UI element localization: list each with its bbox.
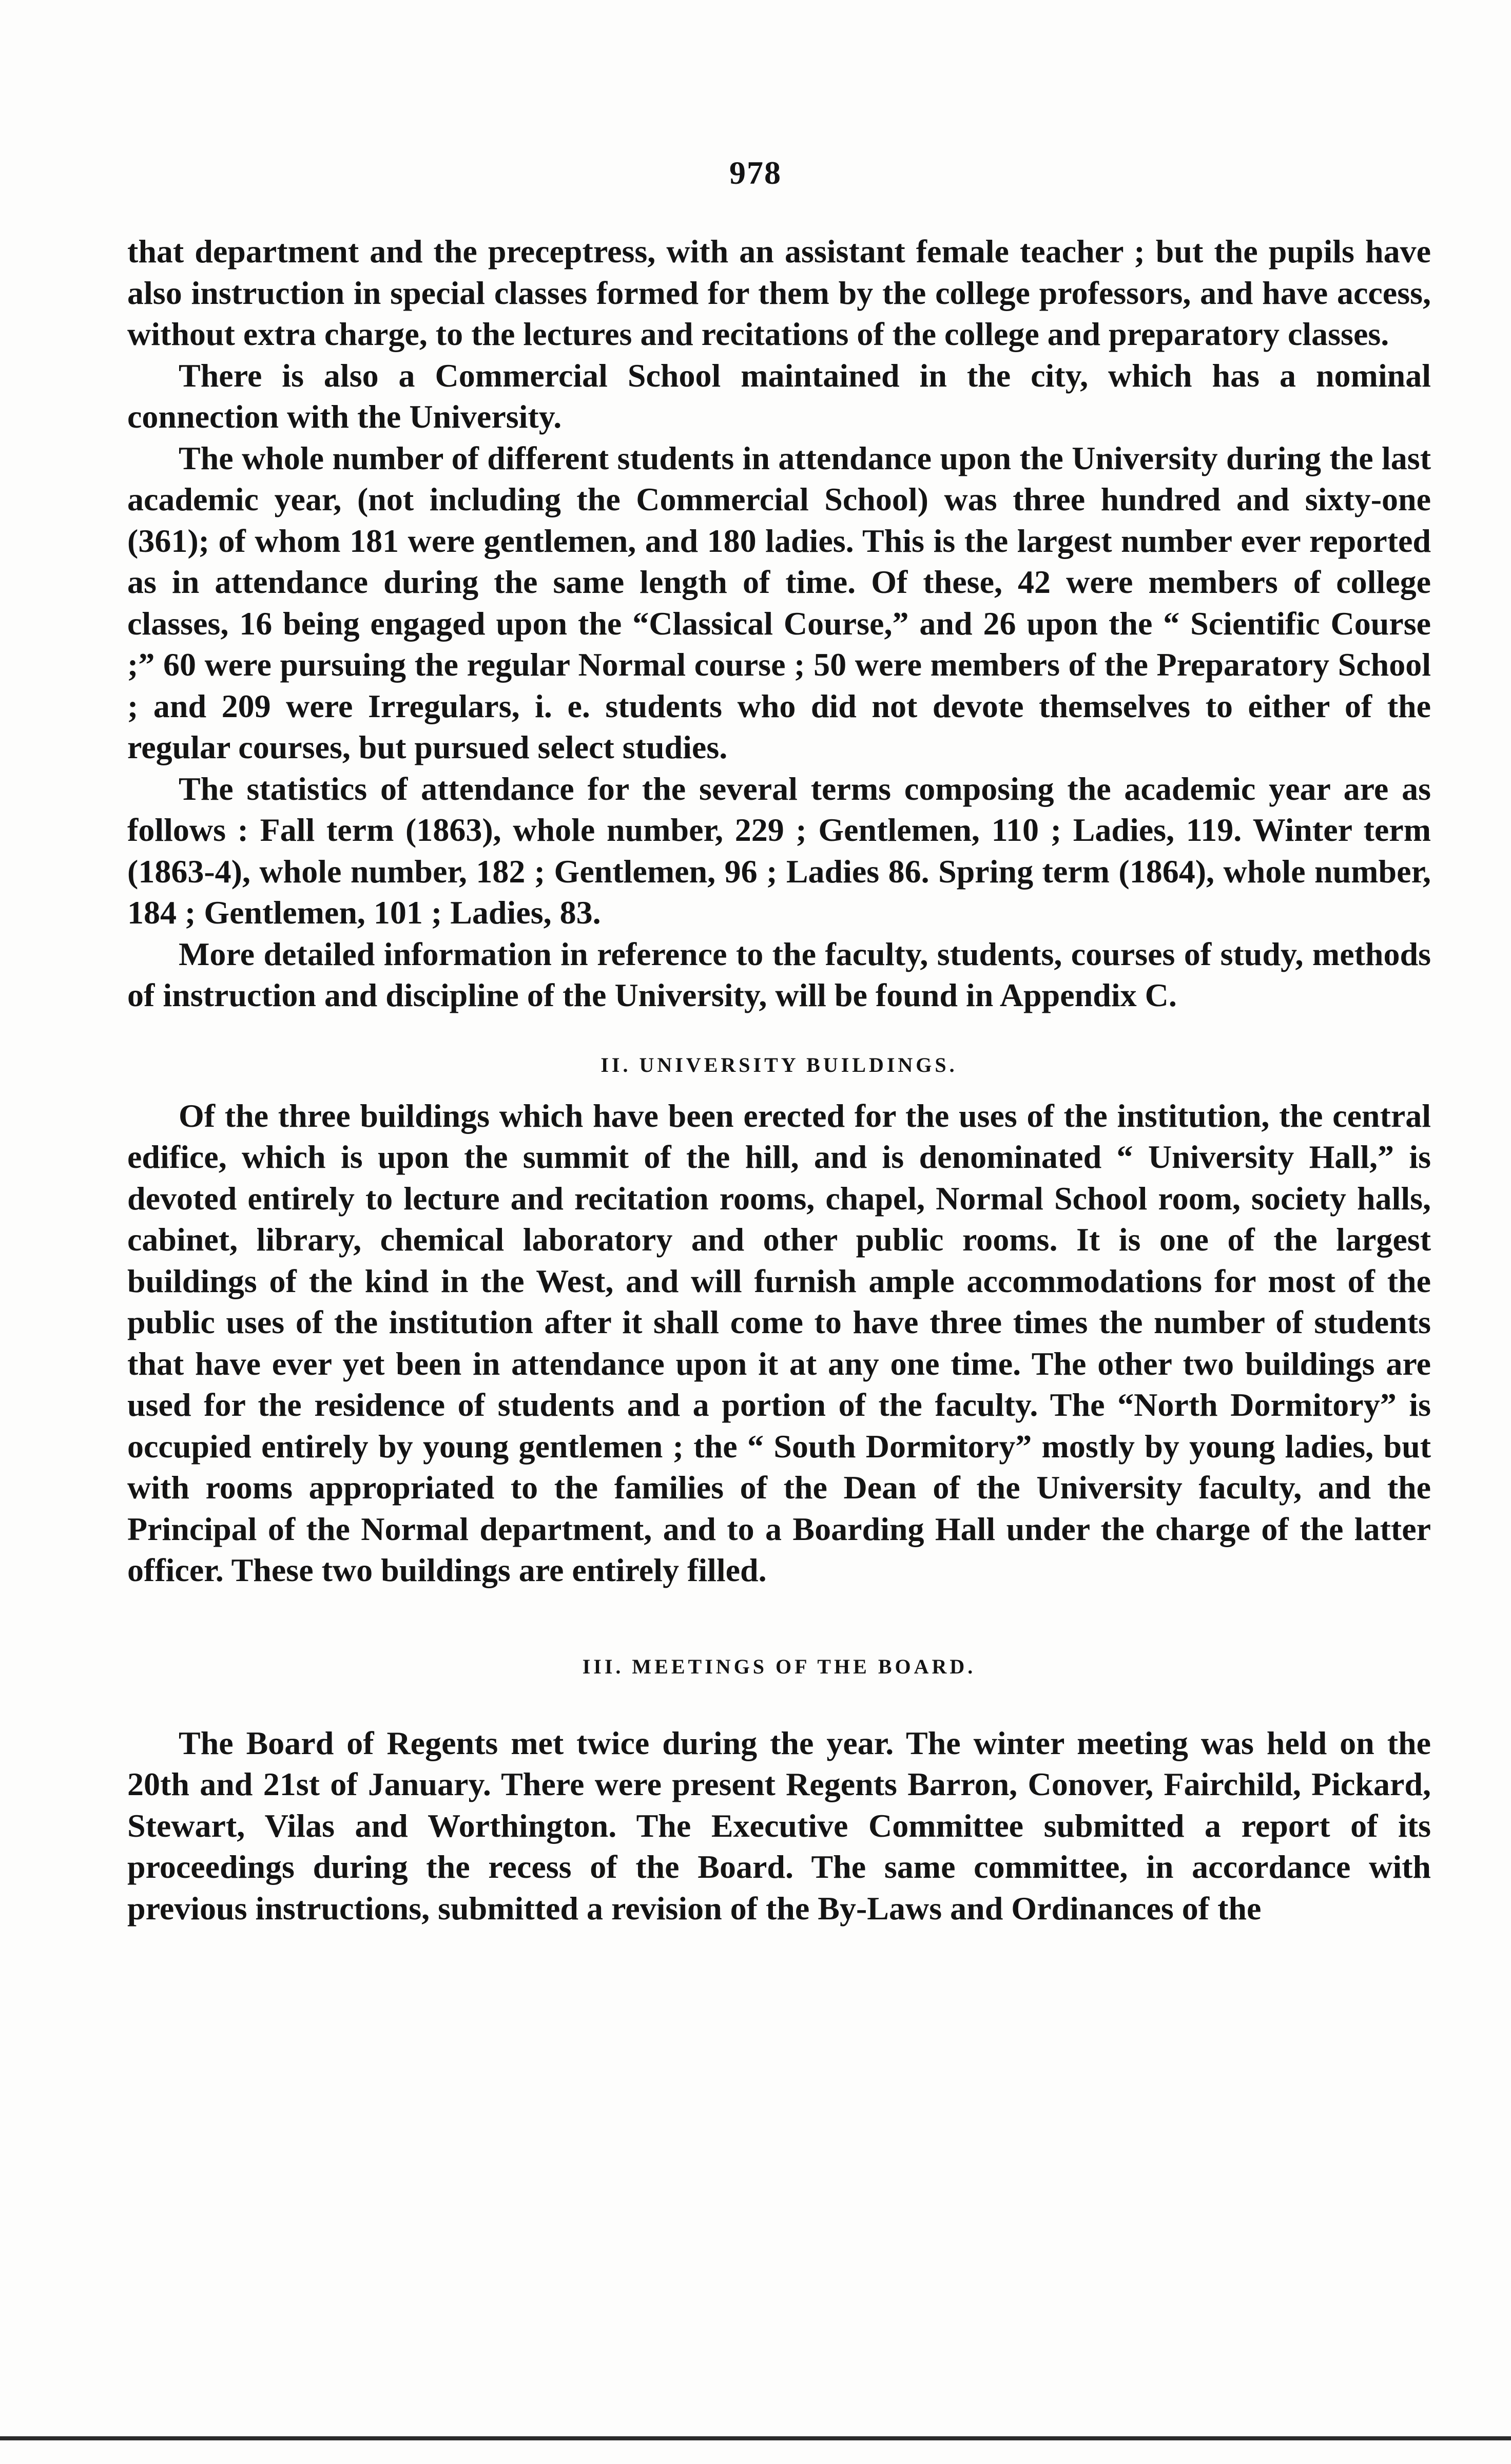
page-number: 978 xyxy=(729,155,782,191)
page-bottom-border xyxy=(0,2436,1511,2440)
page-body xyxy=(127,231,1431,1929)
paragraph-commercial-school: There is also a Commercial School maintained in the city, which has a nominal connection with the University. xyxy=(127,357,1431,435)
section-heading-meetings-of-board: III. MEETINGS OF THE BOARD. xyxy=(582,1654,976,1678)
paragraph-appendix-reference: More detailed information in reference to the faculty, students, courses of study, methods of instruction and discipline of the University, will be found in Appendix C. xyxy=(127,935,1431,1013)
section-heading-university-buildings: II. UNIVERSITY BUILDINGS. xyxy=(600,1053,958,1076)
paragraph-board-meetings: The Board of Regents met twice during the year. The winter meeting was held on the 20th and 21st of January. There were present Regents Barron, Conover, Fairchild, Pickard, Stewart, Vilas and Worthington. The Executive Committee submitted a report of its proceedings during the recess of the Board. The same committee, in accordance with previous instructions, submitted a revision of the By-Laws and Ordinances of the xyxy=(127,1724,1431,1927)
paragraph-university-buildings: Of the three buildings which have been erected for the uses of the institution, the central edifice, which is upon the summit of the hill, and is denominated “ University Hall,” is devoted entirely to lecture and recitation rooms, chapel, Normal School room, society halls, cabinet, library, chemical laboratory and other public rooms. It is one of the largest buildings of the kind in the West, and will furnish ample accommodations for most of the public uses of the institution after it shall come to have three times the number of students that have ever yet been in attendance upon it at any one time. The other two buildings are used for the residence of students and a portion of the faculty. The “North Dormitory” is occupied entirely by young gentlemen ; the “ South Dormitory” mostly by young ladies, but with rooms appropriated to the families of the Dean of the University faculty, and the Principal of the Normal department, and to a Boarding Hall under the charge of the latter officer. These two buildings are entirely filled. xyxy=(127,1097,1431,1588)
paragraph-preceptress: that department and the preceptress, with an assistant female teacher ; but the pupils have also instruction in special classes formed for them by the college professors, and have access, without extra charge, to the lectures and recitations of the college and preparatory classes. xyxy=(127,233,1431,352)
paragraph-student-numbers: The whole number of different students in attendance upon the University during the last academic year, (not including the Commercial School) was three hundred and sixty-one (361); of whom 181 were gentlemen, and 180 ladies. This is the largest number ever reported as in attendance during the same length of time. Of these, 42 were members of college classes, 16 being engaged upon the “Classical Course,” and 26 upon the “ Scientific Course ;” 60 were pursuing the regular Normal course ; 50 were members of the Preparatory School ; and 209 were Irregulars, i. e. students who did not devote themselves to either of the regular courses, but pursued select studies. xyxy=(127,439,1431,765)
paragraph-attendance-statistics: The statistics of attendance for the several terms composing the academic year are as follows : Fall term (1863), whole number, 229 ; Gentlemen, 110 ; Ladies, 119. Winter term (1863-4), whole number, 182 ; Gentlemen, 96 ; Ladies 86. Spring term (1864), whole number, 184 ; Gentlemen, 101 ; Ladies, 83. xyxy=(127,770,1431,931)
